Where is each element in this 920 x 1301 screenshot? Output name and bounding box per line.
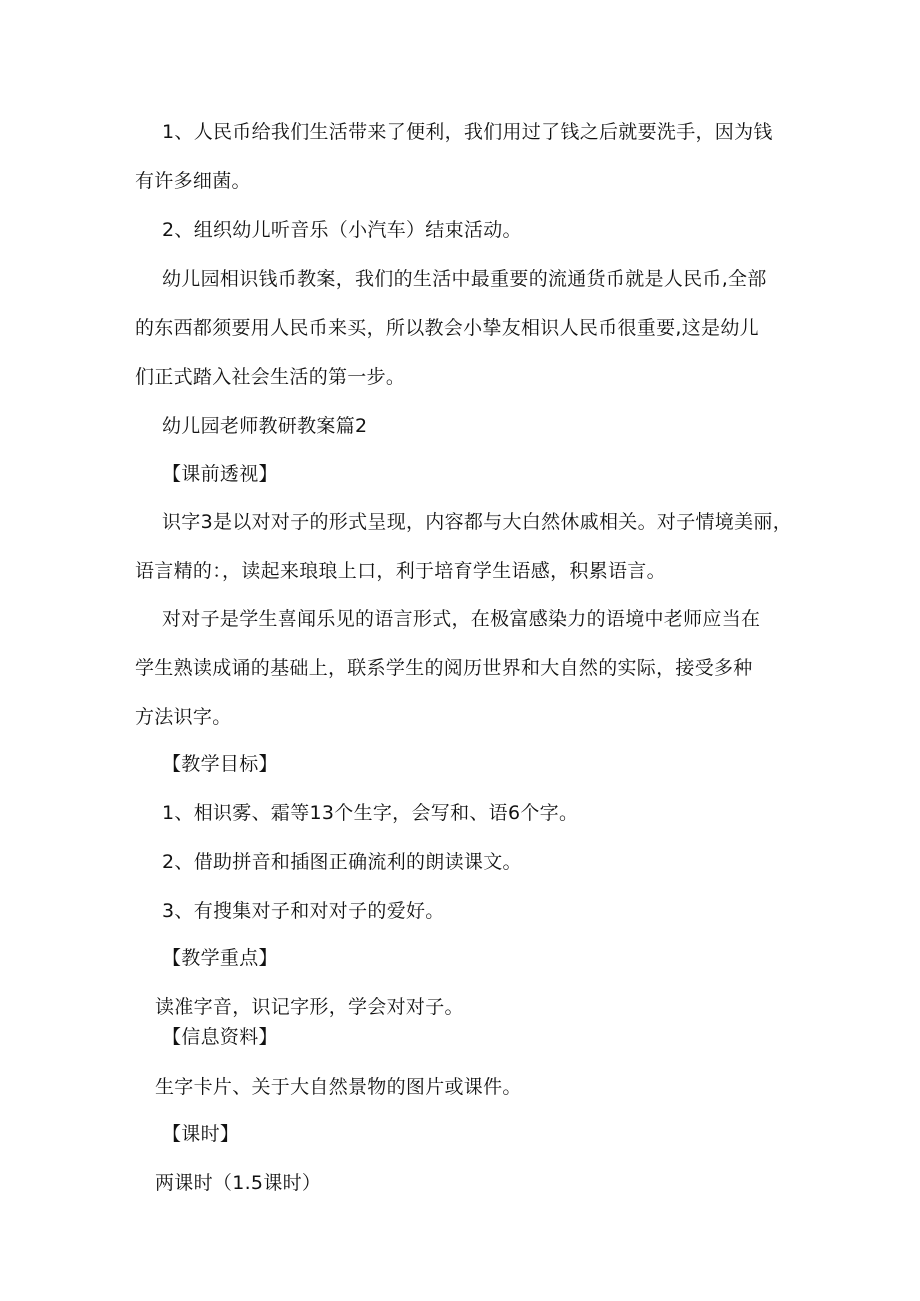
paragraph-line: 学生熟读成诵的基础上，联系学生的阅历世界和大自然的实际，接受多种 [135,657,753,679]
paragraph-line: 对对子是学生喜闻乐见的语言形式，在极富感染力的语境中老师应当在 [162,608,761,630]
paragraph-line: 2、组织幼儿听音乐（小汽车）结束活动。 [162,219,522,241]
list-item: 3、有搜集对子和对对子的爱好。 [162,900,445,922]
paragraph-line: 们正式踏入社会生活的第一步。 [135,366,406,388]
paragraph-line: 1、人民币给我们生活带来了便利，我们用过了钱之后就要洗手，因为钱 [162,121,773,143]
list-item: 1、相识雾、霜等13个生字，会写和、语6个字。 [162,802,579,824]
section-heading: 【课时】 [162,1123,240,1145]
section-heading: 【课前透视】 [162,463,278,485]
list-item: 2、借助拼音和插图正确流利的朗读课文。 [162,851,522,873]
paragraph-line: 读准字音，识记字形，学会对对子。 [155,996,464,1018]
paragraph-line: 方法识字。 [135,706,232,728]
paragraph-line: 识字3是以对对子的形式呈现，内容都与大白然休戚相关。对子情境美丽， [162,511,792,533]
paragraph-line: 的东西都须要用人民币来买，所以教会小挚友相识人民币很重要,这是幼儿 [135,317,759,339]
paragraph-line: 语言精的：，读起来琅琅上口，利于培育学生语感，积累语言。 [135,560,666,582]
paragraph-line: 两课时（1.5课时） [155,1172,322,1194]
section-heading: 【教学重点】 [162,947,278,969]
section-heading: 【教学目标】 [162,753,278,775]
section-heading: 【信息资料】 [162,1026,278,1048]
paragraph-line: 幼儿园相识钱币教案，我们的生活中最重要的流通货币就是人民币,全部 [162,268,767,290]
section-heading: 幼儿园老师教研教案篇2 [162,415,368,437]
paragraph-line: 生字卡片、关于大自然景物的图片或课件。 [155,1076,522,1098]
paragraph-line: 有许多细菌。 [135,170,251,192]
